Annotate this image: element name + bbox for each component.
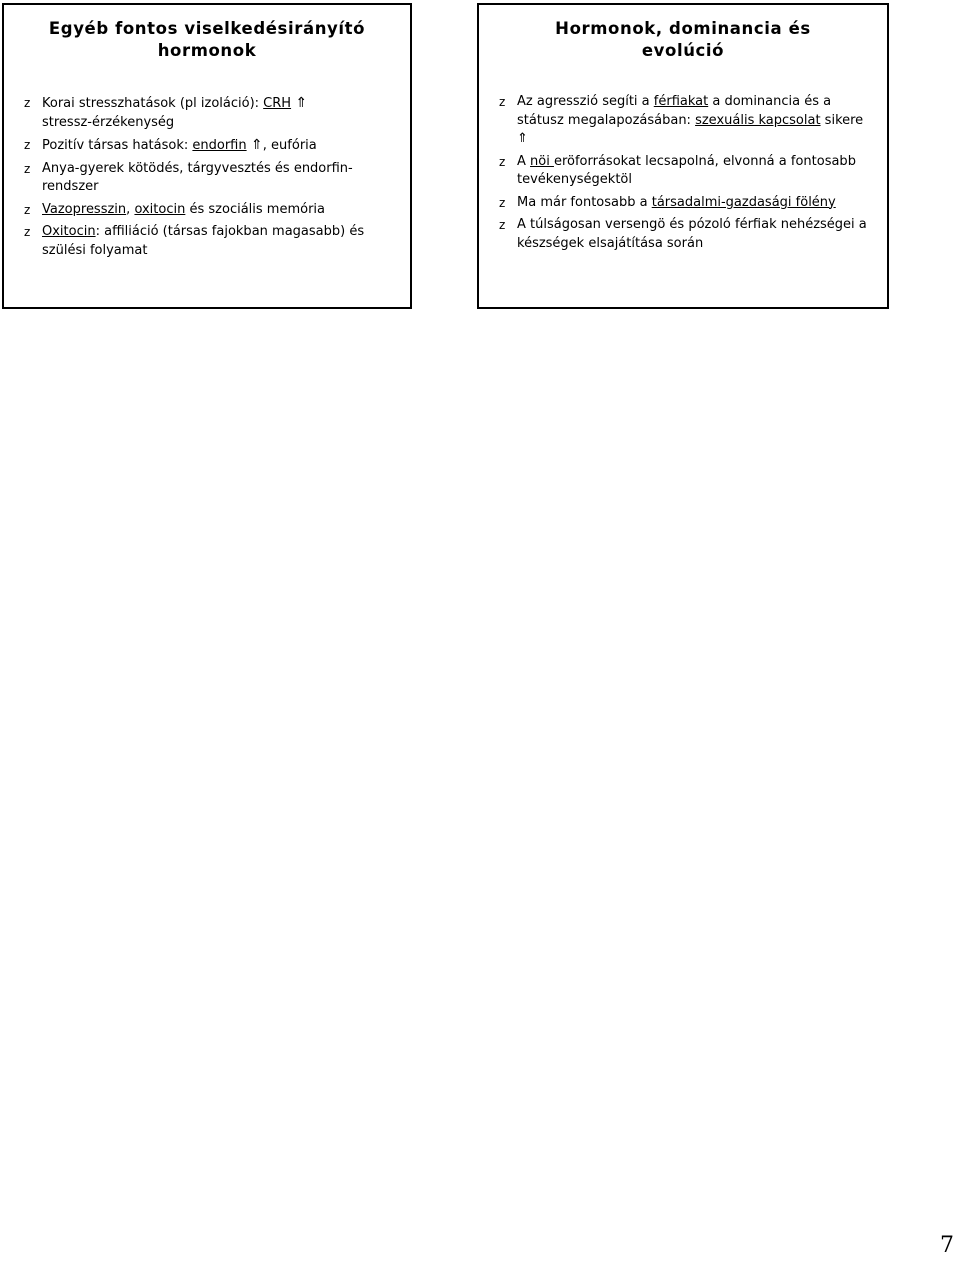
bullet-marker: z: [24, 138, 31, 152]
bullet-text-part: Korai stresszhatások (pl izoláció):: [42, 96, 264, 111]
bullet-text-part: eröforrásokat lecsapolná, elvonná a fontosabb tevékenységektöl: [517, 153, 856, 187]
bullet-item: [499, 216, 875, 253]
bullet-text: [42, 138, 317, 153]
bullet-marker: z: [499, 95, 506, 109]
bullet-marker: z: [499, 218, 506, 232]
bullet-item: [24, 201, 398, 220]
slide-title-line-1: Egyéb fontos viselkedésirányító: [48, 19, 366, 38]
bullet-marker: z: [24, 96, 31, 110]
bullet-text: [42, 96, 307, 130]
slide-title: [4, 5, 410, 62]
bullet-marker: z: [24, 161, 31, 176]
bullet-link-ferfiakat: férfiakat: [653, 94, 709, 109]
bullet-link-tarsadalmi-gazdasagi-foleny: társadalmi-gazdasági fölény: [651, 194, 836, 210]
bullet-text-part: Ma már fontosabb a: [517, 194, 652, 210]
bullet-link-oxitocin: oxitocin: [134, 201, 186, 217]
bullet-link-noi: nöi: [530, 153, 554, 169]
bullet-text-part: A: [517, 153, 531, 169]
bullet-marker: z: [499, 154, 506, 169]
slide-title: [479, 5, 887, 62]
bullet-item: [24, 94, 398, 132]
up-arrow-icon: ⇑: [291, 95, 308, 111]
bullet-link-szexualis-kapcsolat: szexuális kapcsolat: [695, 112, 821, 128]
bullet-list: [499, 93, 875, 257]
bullet-text-part: sikere ⇑: [517, 112, 864, 146]
page-number: 7: [940, 1233, 954, 1258]
slide-title-line-1: Hormonok, dominancia és: [555, 19, 811, 38]
bullet-link-vazopresszin: Vazopresszin: [42, 201, 127, 217]
bullet-text: [517, 154, 856, 188]
bullet-marker: z: [24, 202, 31, 217]
slide-title-line-2: hormonok: [157, 41, 257, 60]
bullet-text: [42, 224, 364, 258]
bullet-item: [499, 194, 875, 213]
slide-right: [477, 3, 889, 309]
bullet-text-part: és szociális memória: [185, 201, 326, 217]
slide-left: [2, 3, 412, 309]
bullet-item: [24, 223, 398, 260]
bullet-item: [499, 93, 875, 149]
bullet-text-part: a dominancia és a státusz megalapozásában:: [517, 94, 832, 128]
bullet-link-endorfin: endorfin: [192, 138, 247, 153]
bullet-marker: z: [499, 195, 506, 210]
bullet-text-part: Pozitív társas hatások:: [42, 138, 193, 153]
bullet-item: [499, 153, 875, 190]
bullet-text: [42, 202, 325, 217]
up-arrow-icon: ⇑: [246, 137, 263, 153]
bullet-item: [24, 160, 398, 197]
bullet-link-crh: CRH: [263, 96, 292, 111]
bullet-text: A túlságosan versengö és pózoló férfiak nehézségei a készségek elsajátítása során: [517, 217, 867, 251]
bullet-text-part: : affiliáció (társas fajokban magasabb) és szülési folyamat: [42, 224, 365, 258]
bullet-text-part: stressz-érzékenység: [42, 114, 175, 130]
bullet-text: Anya-gyerek kötödés, tárgyvesztés és endorfin-rendszer: [42, 160, 353, 194]
bullet-link-oxitocin: Oxitocin: [42, 224, 96, 239]
slide-title-line-2: evolúció: [641, 41, 725, 60]
bullet-item: [24, 136, 398, 156]
bullet-text: [517, 94, 863, 146]
bullet-text-part: , eufória: [262, 138, 317, 153]
bullet-text-part: Az agresszió segíti a: [517, 94, 654, 109]
bullet-text-part: ,: [126, 201, 135, 217]
bullet-list: [24, 94, 398, 264]
bullet-marker: z: [24, 225, 31, 239]
bullet-text: [517, 195, 836, 210]
